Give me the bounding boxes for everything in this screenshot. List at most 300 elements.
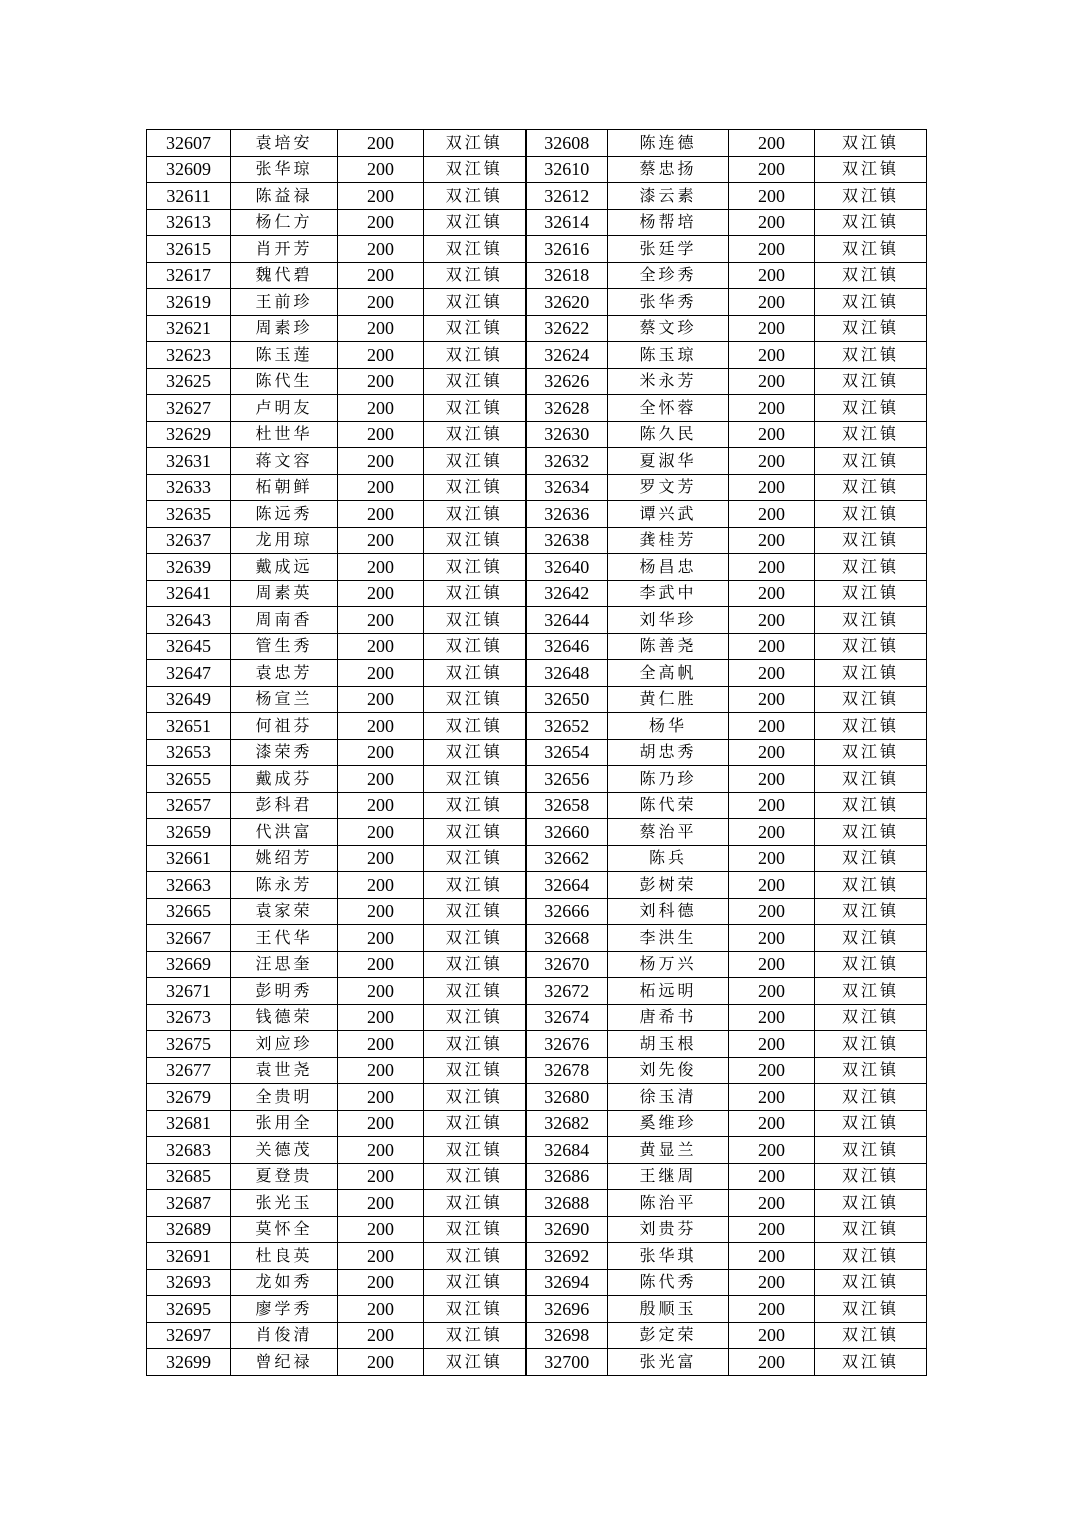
name-cell: 周素英 (231, 580, 338, 607)
amount-cell: 200 (338, 130, 424, 157)
town-cell: 双江镇 (815, 421, 927, 448)
table-row (147, 739, 927, 766)
name-cell: 杨帮培 (608, 209, 729, 236)
town-cell: 双江镇 (815, 792, 927, 819)
id-cell: 32610 (526, 156, 608, 183)
town-cell: 双江镇 (815, 925, 927, 952)
id-cell: 32638 (526, 527, 608, 554)
amount-cell: 200 (338, 315, 424, 342)
id-cell: 32639 (147, 554, 231, 581)
name-cell: 漆云素 (608, 183, 729, 210)
roster-table (146, 129, 927, 1376)
name-cell: 肖开芳 (231, 236, 338, 263)
table-row (147, 686, 927, 713)
table-row (147, 925, 927, 952)
town-cell: 双江镇 (815, 289, 927, 316)
amount-cell: 200 (338, 792, 424, 819)
town-cell: 双江镇 (815, 766, 927, 793)
table-row (147, 1216, 927, 1243)
town-cell: 双江镇 (815, 1349, 927, 1376)
table-row (147, 1163, 927, 1190)
town-cell: 双江镇 (815, 739, 927, 766)
id-cell: 32640 (526, 554, 608, 581)
amount-cell: 200 (338, 739, 424, 766)
town-cell: 双江镇 (424, 739, 526, 766)
amount-cell: 200 (729, 236, 815, 263)
id-cell: 32645 (147, 633, 231, 660)
name-cell: 彭科君 (231, 792, 338, 819)
amount-cell: 200 (338, 1322, 424, 1349)
amount-cell: 200 (338, 1110, 424, 1137)
town-cell: 双江镇 (815, 978, 927, 1005)
id-cell: 32662 (526, 845, 608, 872)
id-cell: 32674 (526, 1004, 608, 1031)
name-cell: 彭明秀 (231, 978, 338, 1005)
id-cell: 32677 (147, 1057, 231, 1084)
amount-cell: 200 (729, 1296, 815, 1323)
town-cell: 双江镇 (424, 421, 526, 448)
amount-cell: 200 (338, 236, 424, 263)
id-cell: 32697 (147, 1322, 231, 1349)
name-cell: 陈玉琼 (608, 342, 729, 369)
table-row (147, 1190, 927, 1217)
id-cell: 32675 (147, 1031, 231, 1058)
amount-cell: 200 (729, 527, 815, 554)
town-cell: 双江镇 (424, 1190, 526, 1217)
name-cell: 陈益禄 (231, 183, 338, 210)
id-cell: 32636 (526, 501, 608, 528)
town-cell: 双江镇 (424, 660, 526, 687)
name-cell: 管生秀 (231, 633, 338, 660)
town-cell: 双江镇 (424, 554, 526, 581)
town-cell: 双江镇 (815, 1163, 927, 1190)
name-cell: 全高帆 (608, 660, 729, 687)
id-cell: 32692 (526, 1243, 608, 1270)
name-cell: 全怀蓉 (608, 395, 729, 422)
name-cell: 关德茂 (231, 1137, 338, 1164)
amount-cell: 200 (729, 1110, 815, 1137)
id-cell: 32700 (526, 1349, 608, 1376)
amount-cell: 200 (338, 1190, 424, 1217)
amount-cell: 200 (729, 315, 815, 342)
town-cell: 双江镇 (815, 1031, 927, 1058)
amount-cell: 200 (729, 633, 815, 660)
amount-cell: 200 (338, 1084, 424, 1111)
amount-cell: 200 (338, 262, 424, 289)
name-cell: 杜良英 (231, 1243, 338, 1270)
town-cell: 双江镇 (815, 580, 927, 607)
name-cell: 周素珍 (231, 315, 338, 342)
name-cell: 蔡文珍 (608, 315, 729, 342)
amount-cell: 200 (338, 713, 424, 740)
amount-cell: 200 (729, 1084, 815, 1111)
name-cell: 王继周 (608, 1163, 729, 1190)
id-cell: 32627 (147, 395, 231, 422)
town-cell: 双江镇 (424, 819, 526, 846)
amount-cell: 200 (729, 713, 815, 740)
town-cell: 双江镇 (424, 1004, 526, 1031)
amount-cell: 200 (729, 1163, 815, 1190)
amount-cell: 200 (338, 580, 424, 607)
id-cell: 32669 (147, 951, 231, 978)
id-cell: 32630 (526, 421, 608, 448)
amount-cell: 200 (338, 421, 424, 448)
town-cell: 双江镇 (815, 209, 927, 236)
id-cell: 32648 (526, 660, 608, 687)
id-cell: 32698 (526, 1322, 608, 1349)
id-cell: 32652 (526, 713, 608, 740)
name-cell: 袁忠芳 (231, 660, 338, 687)
table-row (147, 978, 927, 1005)
name-cell: 柘朝鲜 (231, 474, 338, 501)
name-cell: 全贵明 (231, 1084, 338, 1111)
amount-cell: 200 (729, 660, 815, 687)
name-cell: 唐希书 (608, 1004, 729, 1031)
id-cell: 32693 (147, 1269, 231, 1296)
table-row (147, 368, 927, 395)
town-cell: 双江镇 (424, 395, 526, 422)
id-cell: 32632 (526, 448, 608, 475)
id-cell: 32656 (526, 766, 608, 793)
id-cell: 32624 (526, 342, 608, 369)
name-cell: 米永芳 (608, 368, 729, 395)
id-cell: 32681 (147, 1110, 231, 1137)
town-cell: 双江镇 (424, 686, 526, 713)
amount-cell: 200 (338, 925, 424, 952)
table-row (147, 527, 927, 554)
town-cell: 双江镇 (424, 262, 526, 289)
table-row (147, 421, 927, 448)
town-cell: 双江镇 (424, 1084, 526, 1111)
id-cell: 32621 (147, 315, 231, 342)
amount-cell: 200 (338, 633, 424, 660)
table-row (147, 1296, 927, 1323)
town-cell: 双江镇 (424, 1031, 526, 1058)
table-row (147, 262, 927, 289)
amount-cell: 200 (729, 501, 815, 528)
id-cell: 32661 (147, 845, 231, 872)
name-cell: 陈连德 (608, 130, 729, 157)
amount-cell: 200 (729, 925, 815, 952)
amount-cell: 200 (729, 845, 815, 872)
town-cell: 双江镇 (424, 607, 526, 634)
table-row (147, 156, 927, 183)
amount-cell: 200 (338, 183, 424, 210)
town-cell: 双江镇 (424, 1137, 526, 1164)
table-row (147, 792, 927, 819)
town-cell: 双江镇 (815, 713, 927, 740)
name-cell: 戴成远 (231, 554, 338, 581)
name-cell: 龚桂芳 (608, 527, 729, 554)
town-cell: 双江镇 (424, 792, 526, 819)
table-row (147, 130, 927, 157)
table-row (147, 1243, 927, 1270)
name-cell: 杨宣兰 (231, 686, 338, 713)
name-cell: 杨华 (608, 713, 729, 740)
name-cell: 卢明友 (231, 395, 338, 422)
name-cell: 胡玉根 (608, 1031, 729, 1058)
id-cell: 32635 (147, 501, 231, 528)
name-cell: 袁培安 (231, 130, 338, 157)
amount-cell: 200 (338, 1031, 424, 1058)
name-cell: 周南香 (231, 607, 338, 634)
name-cell: 汪思奎 (231, 951, 338, 978)
town-cell: 双江镇 (424, 978, 526, 1005)
town-cell: 双江镇 (424, 898, 526, 925)
amount-cell: 200 (729, 686, 815, 713)
id-cell: 32664 (526, 872, 608, 899)
name-cell: 陈代生 (231, 368, 338, 395)
town-cell: 双江镇 (424, 1349, 526, 1376)
table-row (147, 554, 927, 581)
town-cell: 双江镇 (424, 1269, 526, 1296)
name-cell: 李武中 (608, 580, 729, 607)
town-cell: 双江镇 (815, 1004, 927, 1031)
town-cell: 双江镇 (815, 1190, 927, 1217)
town-cell: 双江镇 (815, 1084, 927, 1111)
amount-cell: 200 (338, 395, 424, 422)
town-cell: 双江镇 (815, 819, 927, 846)
table-row (147, 713, 927, 740)
town-cell: 双江镇 (424, 527, 526, 554)
id-cell: 32637 (147, 527, 231, 554)
town-cell: 双江镇 (424, 156, 526, 183)
id-cell: 32678 (526, 1057, 608, 1084)
table-row (147, 607, 927, 634)
id-cell: 32625 (147, 368, 231, 395)
id-cell: 32690 (526, 1216, 608, 1243)
id-cell: 32655 (147, 766, 231, 793)
amount-cell: 200 (338, 289, 424, 316)
table-row (147, 872, 927, 899)
amount-cell: 200 (338, 501, 424, 528)
table-row (147, 474, 927, 501)
name-cell: 罗文芳 (608, 474, 729, 501)
table-row (147, 342, 927, 369)
name-cell: 彭定荣 (608, 1322, 729, 1349)
name-cell: 张光富 (608, 1349, 729, 1376)
town-cell: 双江镇 (424, 315, 526, 342)
name-cell: 魏代碧 (231, 262, 338, 289)
name-cell: 漆荣秀 (231, 739, 338, 766)
town-cell: 双江镇 (424, 845, 526, 872)
name-cell: 袁家荣 (231, 898, 338, 925)
amount-cell: 200 (338, 1349, 424, 1376)
amount-cell: 200 (729, 819, 815, 846)
town-cell: 双江镇 (424, 766, 526, 793)
amount-cell: 200 (729, 183, 815, 210)
id-cell: 32667 (147, 925, 231, 952)
id-cell: 32612 (526, 183, 608, 210)
town-cell: 双江镇 (815, 1137, 927, 1164)
town-cell: 双江镇 (815, 1216, 927, 1243)
name-cell: 杜世华 (231, 421, 338, 448)
amount-cell: 200 (338, 1137, 424, 1164)
id-cell: 32633 (147, 474, 231, 501)
id-cell: 32618 (526, 262, 608, 289)
name-cell: 刘贵芬 (608, 1216, 729, 1243)
table-row (147, 1004, 927, 1031)
town-cell: 双江镇 (815, 395, 927, 422)
town-cell: 双江镇 (424, 1057, 526, 1084)
name-cell: 陈善尧 (608, 633, 729, 660)
name-cell: 袁世尧 (231, 1057, 338, 1084)
id-cell: 32689 (147, 1216, 231, 1243)
table-row (147, 315, 927, 342)
id-cell: 32687 (147, 1190, 231, 1217)
town-cell: 双江镇 (815, 1322, 927, 1349)
amount-cell: 200 (729, 368, 815, 395)
id-cell: 32614 (526, 209, 608, 236)
table-row (147, 819, 927, 846)
name-cell: 陈代秀 (608, 1269, 729, 1296)
id-cell: 32634 (526, 474, 608, 501)
amount-cell: 200 (729, 1057, 815, 1084)
town-cell: 双江镇 (424, 633, 526, 660)
id-cell: 32628 (526, 395, 608, 422)
amount-cell: 200 (338, 978, 424, 1005)
id-cell: 32676 (526, 1031, 608, 1058)
roster-body (147, 130, 927, 1376)
id-cell: 32657 (147, 792, 231, 819)
id-cell: 32696 (526, 1296, 608, 1323)
town-cell: 双江镇 (424, 342, 526, 369)
town-cell: 双江镇 (815, 474, 927, 501)
amount-cell: 200 (729, 130, 815, 157)
town-cell: 双江镇 (815, 368, 927, 395)
amount-cell: 200 (729, 342, 815, 369)
table-row (147, 766, 927, 793)
town-cell: 双江镇 (424, 289, 526, 316)
name-cell: 蒋文容 (231, 448, 338, 475)
table-row (147, 845, 927, 872)
id-cell: 32654 (526, 739, 608, 766)
id-cell: 32649 (147, 686, 231, 713)
amount-cell: 200 (729, 262, 815, 289)
id-cell: 32644 (526, 607, 608, 634)
amount-cell: 200 (729, 739, 815, 766)
name-cell: 刘应珍 (231, 1031, 338, 1058)
name-cell: 陈治平 (608, 1190, 729, 1217)
table-row (147, 1269, 927, 1296)
table-row (147, 236, 927, 263)
amount-cell: 200 (729, 289, 815, 316)
amount-cell: 200 (729, 1031, 815, 1058)
id-cell: 32691 (147, 1243, 231, 1270)
amount-cell: 200 (338, 766, 424, 793)
town-cell: 双江镇 (424, 925, 526, 952)
table-row (147, 1031, 927, 1058)
id-cell: 32671 (147, 978, 231, 1005)
town-cell: 双江镇 (815, 262, 927, 289)
id-cell: 32620 (526, 289, 608, 316)
amount-cell: 200 (338, 554, 424, 581)
amount-cell: 200 (729, 607, 815, 634)
id-cell: 32679 (147, 1084, 231, 1111)
table-row (147, 660, 927, 687)
name-cell: 谭兴武 (608, 501, 729, 528)
table-row (147, 289, 927, 316)
id-cell: 32617 (147, 262, 231, 289)
table-row (147, 209, 927, 236)
table-row (147, 1322, 927, 1349)
amount-cell: 200 (338, 607, 424, 634)
name-cell: 张华琼 (231, 156, 338, 183)
name-cell: 戴成芬 (231, 766, 338, 793)
name-cell: 张廷学 (608, 236, 729, 263)
table-row (147, 395, 927, 422)
town-cell: 双江镇 (815, 130, 927, 157)
town-cell: 双江镇 (815, 1243, 927, 1270)
id-cell: 32683 (147, 1137, 231, 1164)
amount-cell: 200 (338, 660, 424, 687)
name-cell: 奚维珍 (608, 1110, 729, 1137)
id-cell: 32608 (526, 130, 608, 157)
town-cell: 双江镇 (424, 1216, 526, 1243)
town-cell: 双江镇 (424, 474, 526, 501)
name-cell: 殷顺玉 (608, 1296, 729, 1323)
amount-cell: 200 (338, 474, 424, 501)
id-cell: 32684 (526, 1137, 608, 1164)
amount-cell: 200 (729, 580, 815, 607)
table-row (147, 1084, 927, 1111)
name-cell: 何祖芬 (231, 713, 338, 740)
town-cell: 双江镇 (815, 501, 927, 528)
town-cell: 双江镇 (815, 527, 927, 554)
amount-cell: 200 (338, 1269, 424, 1296)
id-cell: 32623 (147, 342, 231, 369)
amount-cell: 200 (729, 792, 815, 819)
name-cell: 肖俊清 (231, 1322, 338, 1349)
amount-cell: 200 (729, 1216, 815, 1243)
id-cell: 32658 (526, 792, 608, 819)
id-cell: 32613 (147, 209, 231, 236)
amount-cell: 200 (729, 1190, 815, 1217)
town-cell: 双江镇 (424, 1322, 526, 1349)
id-cell: 32686 (526, 1163, 608, 1190)
id-cell: 32619 (147, 289, 231, 316)
id-cell: 32615 (147, 236, 231, 263)
amount-cell: 200 (729, 872, 815, 899)
town-cell: 双江镇 (815, 686, 927, 713)
amount-cell: 200 (729, 978, 815, 1005)
table-row (147, 633, 927, 660)
name-cell: 全珍秀 (608, 262, 729, 289)
id-cell: 32641 (147, 580, 231, 607)
id-cell: 32653 (147, 739, 231, 766)
amount-cell: 200 (729, 209, 815, 236)
town-cell: 双江镇 (815, 236, 927, 263)
id-cell: 32626 (526, 368, 608, 395)
town-cell: 双江镇 (424, 236, 526, 263)
name-cell: 杨仁方 (231, 209, 338, 236)
id-cell: 32680 (526, 1084, 608, 1111)
name-cell: 陈远秀 (231, 501, 338, 528)
amount-cell: 200 (338, 1216, 424, 1243)
name-cell: 莫怀全 (231, 1216, 338, 1243)
id-cell: 32631 (147, 448, 231, 475)
id-cell: 32699 (147, 1349, 231, 1376)
amount-cell: 200 (729, 898, 815, 925)
table-row (147, 1137, 927, 1164)
amount-cell: 200 (729, 474, 815, 501)
amount-cell: 200 (729, 1004, 815, 1031)
id-cell: 32646 (526, 633, 608, 660)
table-row (147, 1057, 927, 1084)
name-cell: 黄显兰 (608, 1137, 729, 1164)
id-cell: 32642 (526, 580, 608, 607)
amount-cell: 200 (338, 342, 424, 369)
